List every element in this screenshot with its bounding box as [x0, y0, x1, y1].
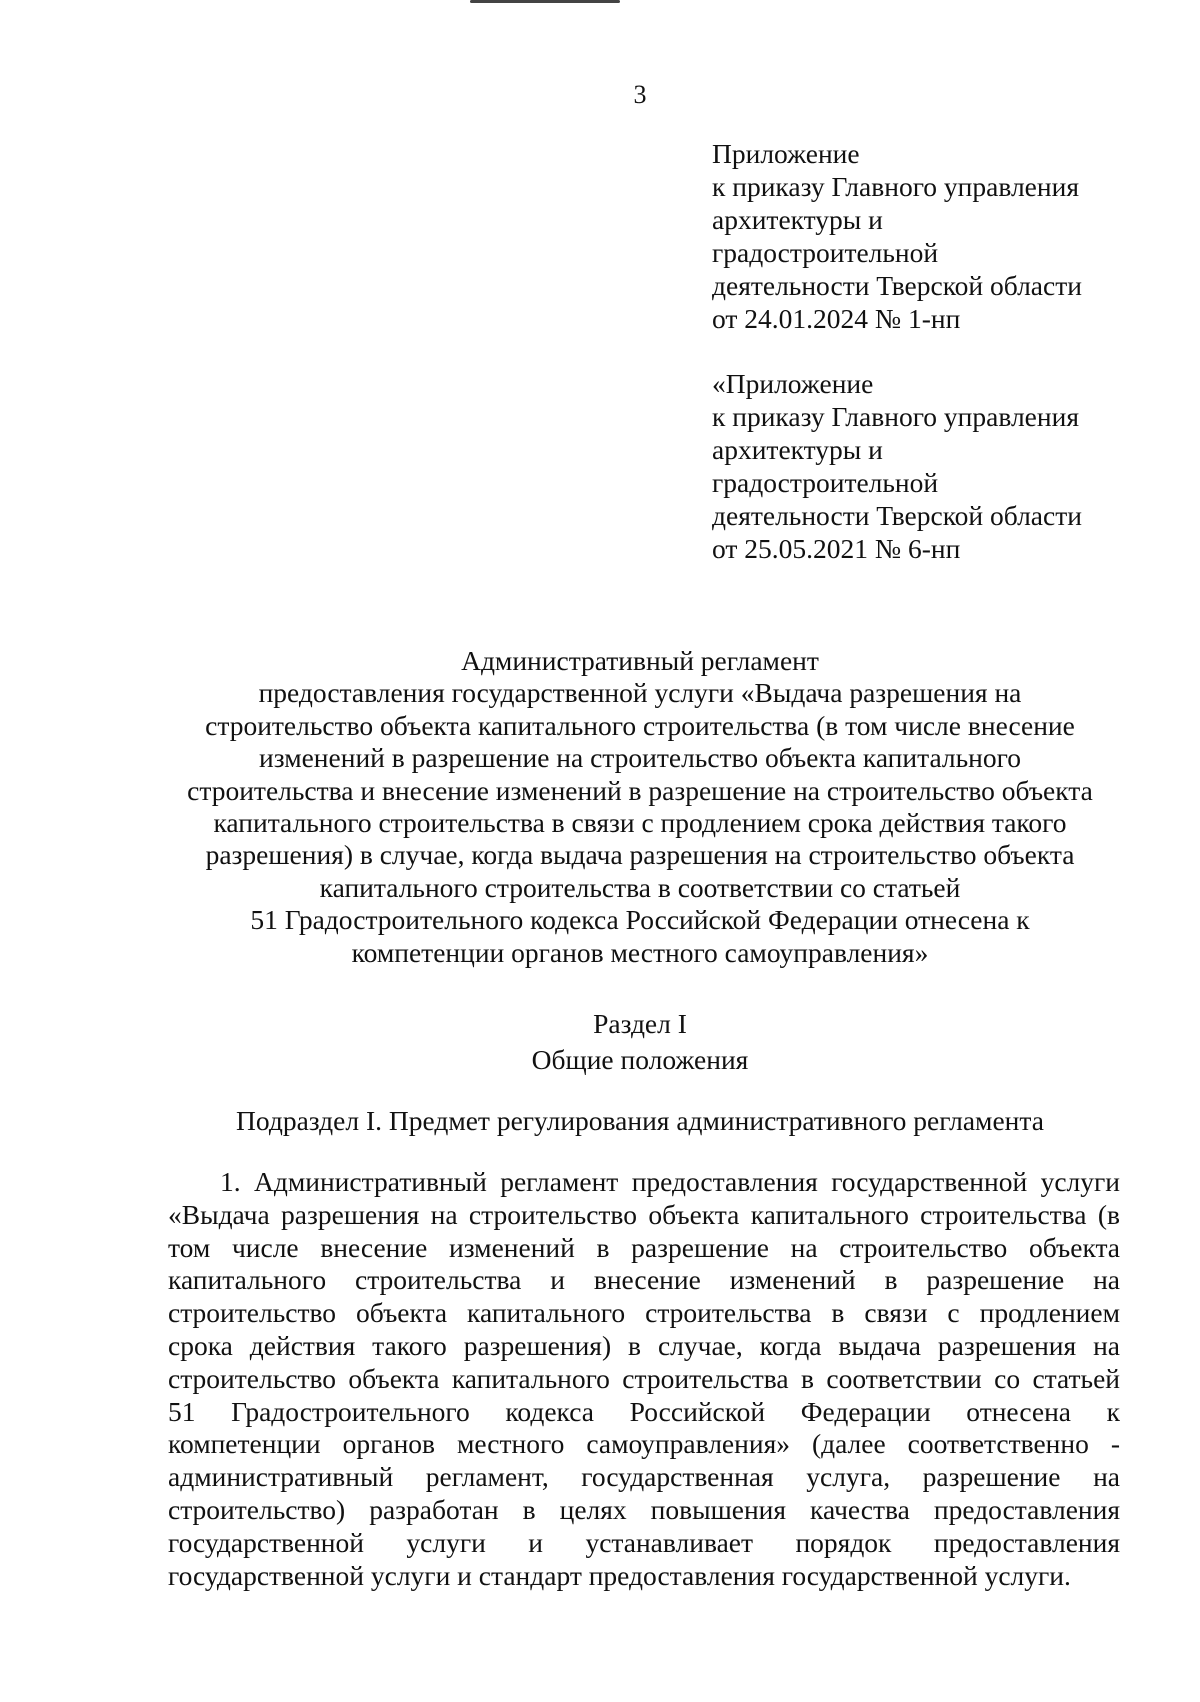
title-line: предоставления государственной услуги «Выдача разрешения на: [258, 677, 1022, 709]
appendix-line: деятельности Тверской области: [712, 270, 1082, 301]
scan-edge-mark: [470, 0, 620, 3]
paragraph-line: 1. Административный регламент предоставления государственной услуги: [220, 1166, 1120, 1197]
title-line: капитального строительства в связи с продлением срока действия такого: [213, 807, 1067, 839]
paragraph-line: строительство объекта капитального строительства в связи с продлением: [168, 1297, 1120, 1329]
appendix-line: архитектуры и: [712, 204, 883, 235]
appendix-line: от 25.05.2021 № 6-нп: [712, 533, 961, 564]
paragraph-line: срока действия такого разрешения) в случае, когда выдача разрешения на: [168, 1329, 1120, 1361]
paragraph-line: капитального строительства и внесение изменений в разрешение на: [168, 1264, 1120, 1296]
title-line: Административный регламент: [461, 645, 819, 676]
paragraph-line: государственной услуги и устанавливает порядок предоставления: [168, 1526, 1120, 1558]
paragraph-1: [168, 1166, 1120, 1592]
appendix-line: к приказу Главного управления: [712, 171, 1079, 202]
title-line: компетенции органов местного самоуправления»: [351, 936, 929, 968]
section-name: Общие положения: [531, 1044, 749, 1075]
title-line: изменений в разрешение на строительство объекта капитального: [259, 742, 1021, 774]
appendix-line: градостроительной: [712, 237, 939, 268]
appendix-line: архитектуры и: [712, 434, 883, 465]
section-heading: [160, 1006, 1120, 1078]
appendix-line: деятельности Тверской области: [712, 500, 1082, 531]
quoted-appendix-block: [712, 367, 1082, 565]
appendix-line: «Приложение: [712, 368, 874, 399]
title-line: строительства и внесение изменений в разрешение на строительство объекта: [187, 774, 1093, 806]
paragraph-line: «Выдача разрешения на строительство объекта капитального строительства (в: [168, 1198, 1120, 1230]
title-line: разрешения) в случае, когда выдача разрешения на строительство объекта: [205, 839, 1075, 871]
title-line: строительство объекта капитального строительства (в том числе внесение: [205, 709, 1075, 741]
appendix-line: к приказу Главного управления: [712, 401, 1079, 432]
paragraph-line: компетенции органов местного самоуправления» (далее соответственно -: [168, 1428, 1120, 1460]
appendix-line: от 24.01.2024 № 1-нп: [712, 303, 961, 334]
paragraph-line: том числе внесение изменений в разрешение на строительство объекта: [168, 1231, 1120, 1263]
subsection-heading: Подраздел I. Предмет регулирования административного регламента: [236, 1105, 1044, 1136]
title-line: 51 Градостроительного кодекса Российской Федерации отнесена к: [250, 904, 1030, 936]
document-title: [160, 645, 1120, 969]
paragraph-line: государственной услуги и стандарт предоставления государственной услуги.: [168, 1559, 1071, 1591]
paragraph-line: 51 Градостроительного кодекса Российской Федерации отнесена к: [168, 1395, 1120, 1427]
page-number: 3: [633, 80, 647, 109]
title-line: капитального строительства в соответствии со статьей: [319, 871, 961, 903]
section-number: Раздел I: [593, 1008, 687, 1039]
paragraph-line: административный регламент, государственная услуга, разрешение на: [168, 1461, 1120, 1493]
appendix-line: градостроительной: [712, 467, 939, 498]
appendix-line: Приложение: [712, 138, 860, 169]
paragraph-line: строительство объекта капитального строительства в соответствии со статьей: [168, 1362, 1120, 1394]
paragraph-line: строительство) разработан в целях повышения качества предоставления: [168, 1493, 1120, 1525]
appendix-block: [712, 137, 1082, 335]
